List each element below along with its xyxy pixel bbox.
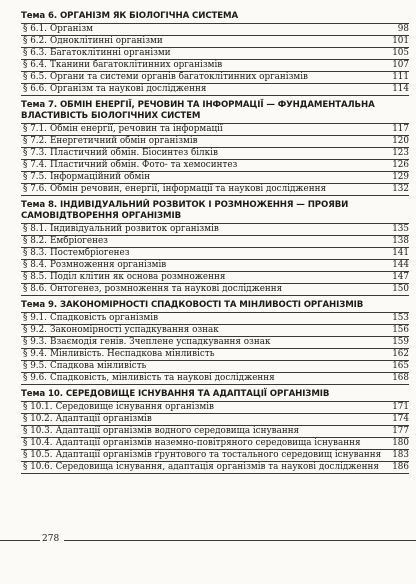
topic-section	[21, 11, 409, 96]
toc-entry[interactable]	[21, 236, 409, 248]
topic-title: СЕРЕДОВИЩЕ ІСНУВАННЯ ТА АДАПТАЦІЇ ОРГАНІЗМІВ	[65, 389, 330, 399]
entry-number: § 9.4.	[23, 349, 47, 359]
toc-entry[interactable]	[21, 248, 409, 260]
topic-label: Тема 9.	[21, 300, 58, 310]
entry-number: § 7.2.	[23, 136, 47, 146]
entry-number: § 6.3.	[23, 48, 47, 58]
footer-rule-right	[64, 540, 416, 541]
entry-title: Постембріогенез	[49, 248, 130, 258]
toc-entry[interactable]	[21, 349, 409, 361]
entry-number: § 7.3.	[23, 148, 47, 158]
entry-list	[21, 123, 409, 196]
entry-page: 129	[392, 172, 409, 182]
entry-page: 180	[392, 438, 409, 448]
entry-title: Закономірності успадкування ознак	[49, 325, 219, 335]
entry-number: § 7.6.	[23, 184, 47, 194]
entry-number: § 8.4.	[23, 260, 47, 270]
topic-heading	[21, 200, 409, 223]
entry-title: Розмноження організмів	[49, 260, 167, 270]
entry-page: 114	[392, 84, 409, 94]
entry-title: Організм та наукові дослідження	[49, 84, 207, 94]
entry-number: § 10.5.	[23, 450, 53, 460]
entry-list	[21, 401, 409, 474]
entry-title: Пластичний обмін. Фото- та хемосинтез	[49, 160, 238, 170]
page-footer	[0, 534, 416, 554]
entry-title: Обмін енергії, речовин та інформації	[49, 124, 223, 134]
entry-page: 141	[392, 248, 409, 258]
entry-page: 132	[392, 184, 409, 194]
entry-title: Онтогенез, розмноження та наукові дослідження	[49, 284, 283, 294]
entry-page: 153	[392, 313, 409, 323]
toc-entry[interactable]	[21, 337, 409, 349]
entry-page: 107	[392, 60, 409, 70]
entry-title: Одноклітинні організми	[49, 36, 163, 46]
topic-label: Тема 6.	[21, 11, 58, 21]
entry-page: 147	[392, 272, 409, 282]
entry-page: 105	[392, 48, 409, 58]
entry-number: § 7.5.	[23, 172, 47, 182]
entry-number: § 8.2.	[23, 236, 47, 246]
entry-number: § 8.1.	[23, 224, 47, 234]
entry-title: Тканини багатоклітинних організмів	[49, 60, 223, 70]
entry-page: 162	[392, 349, 409, 359]
toc-entry[interactable]	[21, 272, 409, 284]
entry-page: 123	[392, 148, 409, 158]
toc-entry[interactable]	[21, 36, 409, 48]
entry-number: § 7.1.	[23, 124, 47, 134]
toc-entry[interactable]	[21, 60, 409, 72]
topic-heading	[21, 300, 409, 312]
entry-title: Організм	[49, 24, 93, 34]
topic-section	[21, 300, 409, 385]
entry-page: 138	[392, 236, 409, 246]
toc-entry[interactable]	[21, 172, 409, 184]
entry-title: Адаптації організмів	[55, 414, 152, 424]
entry-page: 126	[392, 160, 409, 170]
entry-page: 159	[392, 337, 409, 347]
entry-number: § 10.1.	[23, 402, 53, 412]
entry-number: § 6.1.	[23, 24, 47, 34]
toc-entry[interactable]	[21, 84, 409, 96]
entry-number: § 6.4.	[23, 60, 47, 70]
topic-label: Тема 8.	[21, 200, 58, 210]
entry-number: § 9.3.	[23, 337, 47, 347]
topic-title: ОБМІН ЕНЕРГІЇ, РЕЧОВИН ТА ІНФОРМАЦІЇ — ФУНДАМЕНТАЛЬНА ВЛАСТИВІСТЬ БІОЛОГІЧНИХ СИСТЕМ	[21, 100, 375, 121]
page-number: 278	[42, 534, 60, 544]
entry-number: § 6.6.	[23, 84, 47, 94]
entry-number: § 10.4.	[23, 438, 53, 448]
entry-number: § 9.2.	[23, 325, 47, 335]
toc-entry[interactable]	[21, 462, 409, 474]
entry-page: 101	[392, 36, 409, 46]
entry-title: Адаптації організмів наземно-повітряного середовища існування	[55, 438, 361, 448]
toc-entry[interactable]	[21, 284, 409, 296]
entry-list	[21, 223, 409, 296]
entry-title: Взаємодія генів. Зчеплене успадкування ознак	[49, 337, 271, 347]
toc-entry[interactable]	[21, 160, 409, 172]
toc-entry[interactable]	[21, 224, 409, 236]
toc-entry[interactable]	[21, 48, 409, 60]
entry-page: 120	[392, 136, 409, 146]
entry-title: Обмін речовин, енергії, інформації та наукові дослідження	[49, 184, 326, 194]
toc-entry[interactable]	[21, 373, 409, 385]
entry-title: Мінливість. Неспадкова мінливість	[49, 349, 215, 359]
topic-title: ІНДИВІДУАЛЬНИЙ РОЗВИТОК І РОЗМНОЖЕННЯ — ПРОЯВИ САМОВІДТВОРЕННЯ ОРГАНІЗМІВ	[21, 200, 349, 221]
entry-number: § 9.6.	[23, 373, 47, 383]
entry-number: § 9.1.	[23, 313, 47, 323]
entry-title: Поділ клітин як основа розмноження	[49, 272, 226, 282]
topic-heading	[21, 11, 409, 23]
entry-number: § 6.2.	[23, 36, 47, 46]
entry-page: 98	[397, 24, 409, 34]
toc-entry[interactable]	[21, 414, 409, 426]
table-of-contents	[21, 11, 409, 478]
topic-title: ЗАКОНОМІРНОСТІ СПАДКОВОСТІ ТА МІНЛИВОСТІ ОРГАНІЗМІВ	[59, 300, 364, 310]
entry-title: Середовища існування, адаптація організмів та наукові дослідження	[55, 462, 379, 472]
topic-title: ОРГАНІЗМ ЯК БІОЛОГІЧНА СИСТЕМА	[59, 11, 239, 21]
entry-page: 144	[392, 260, 409, 270]
entry-list	[21, 23, 409, 96]
entry-page: 150	[392, 284, 409, 294]
entry-title: Багатоклітинні організми	[49, 48, 171, 58]
toc-entry[interactable]	[21, 361, 409, 373]
footer-rule-left	[0, 540, 40, 541]
entry-page: 156	[392, 325, 409, 335]
entry-number: § 8.6.	[23, 284, 47, 294]
toc-entry[interactable]	[21, 148, 409, 160]
topic-heading	[21, 100, 409, 123]
entry-page: 135	[392, 224, 409, 234]
topic-section	[21, 200, 409, 296]
entry-number: § 8.5.	[23, 272, 47, 282]
entry-title: Ембріогенез	[49, 236, 108, 246]
topic-label: Тема 7.	[21, 100, 58, 110]
entry-title: Енергетичний обмін організмів	[49, 136, 198, 146]
toc-entry[interactable]	[21, 24, 409, 36]
toc-entry[interactable]	[21, 260, 409, 272]
entry-number: § 8.3.	[23, 248, 47, 258]
entry-title: Адаптації організмів ґрунтового та тостального середовищ існування	[55, 450, 382, 460]
entry-title: Органи та системи органів багатоклітинних організмів	[49, 72, 309, 82]
entry-title: Пластичний обмін. Біосинтез білків	[49, 148, 218, 158]
topic-section	[21, 100, 409, 196]
entry-page: 174	[392, 414, 409, 424]
topic-section	[21, 389, 409, 474]
toc-entry[interactable]	[21, 313, 409, 325]
entry-page: 177	[392, 426, 409, 436]
entry-title: Спадкова мінливість	[49, 361, 147, 371]
toc-entry[interactable]	[21, 438, 409, 450]
toc-entry[interactable]	[21, 184, 409, 196]
entry-title: Інформаційний обмін	[49, 172, 151, 182]
entry-title: Адаптації організмів водного середовища існування	[55, 426, 300, 436]
toc-entry[interactable]	[21, 325, 409, 337]
entry-title: Індивідуальний розвиток організмів	[49, 224, 219, 234]
entry-number: § 6.5.	[23, 72, 47, 82]
entry-page: 168	[392, 373, 409, 383]
entry-title: Середовище існування організмів	[55, 402, 214, 412]
entry-page: 186	[392, 462, 409, 472]
toc-entry[interactable]	[21, 136, 409, 148]
entry-page: 165	[392, 361, 409, 371]
entry-number: § 10.2.	[23, 414, 53, 424]
toc-entry[interactable]	[21, 124, 409, 136]
toc-entry[interactable]	[21, 72, 409, 84]
entry-number: § 7.4.	[23, 160, 47, 170]
entry-title: Спадковість організмів	[49, 313, 159, 323]
entry-page: 183	[392, 450, 409, 460]
entry-number: § 10.6.	[23, 462, 53, 472]
toc-entry[interactable]	[21, 426, 409, 438]
entry-title: Спадковість, мінливість та наукові дослідження	[49, 373, 275, 383]
entry-number: § 9.5.	[23, 361, 47, 371]
topic-heading	[21, 389, 409, 401]
entry-number: § 10.3.	[23, 426, 53, 436]
toc-entry[interactable]	[21, 450, 409, 462]
topic-label: Тема 10.	[21, 389, 63, 399]
entry-page: 171	[392, 402, 409, 412]
entry-list	[21, 312, 409, 385]
entry-page: 111	[392, 72, 409, 82]
toc-entry[interactable]	[21, 402, 409, 414]
entry-page: 117	[392, 124, 409, 134]
